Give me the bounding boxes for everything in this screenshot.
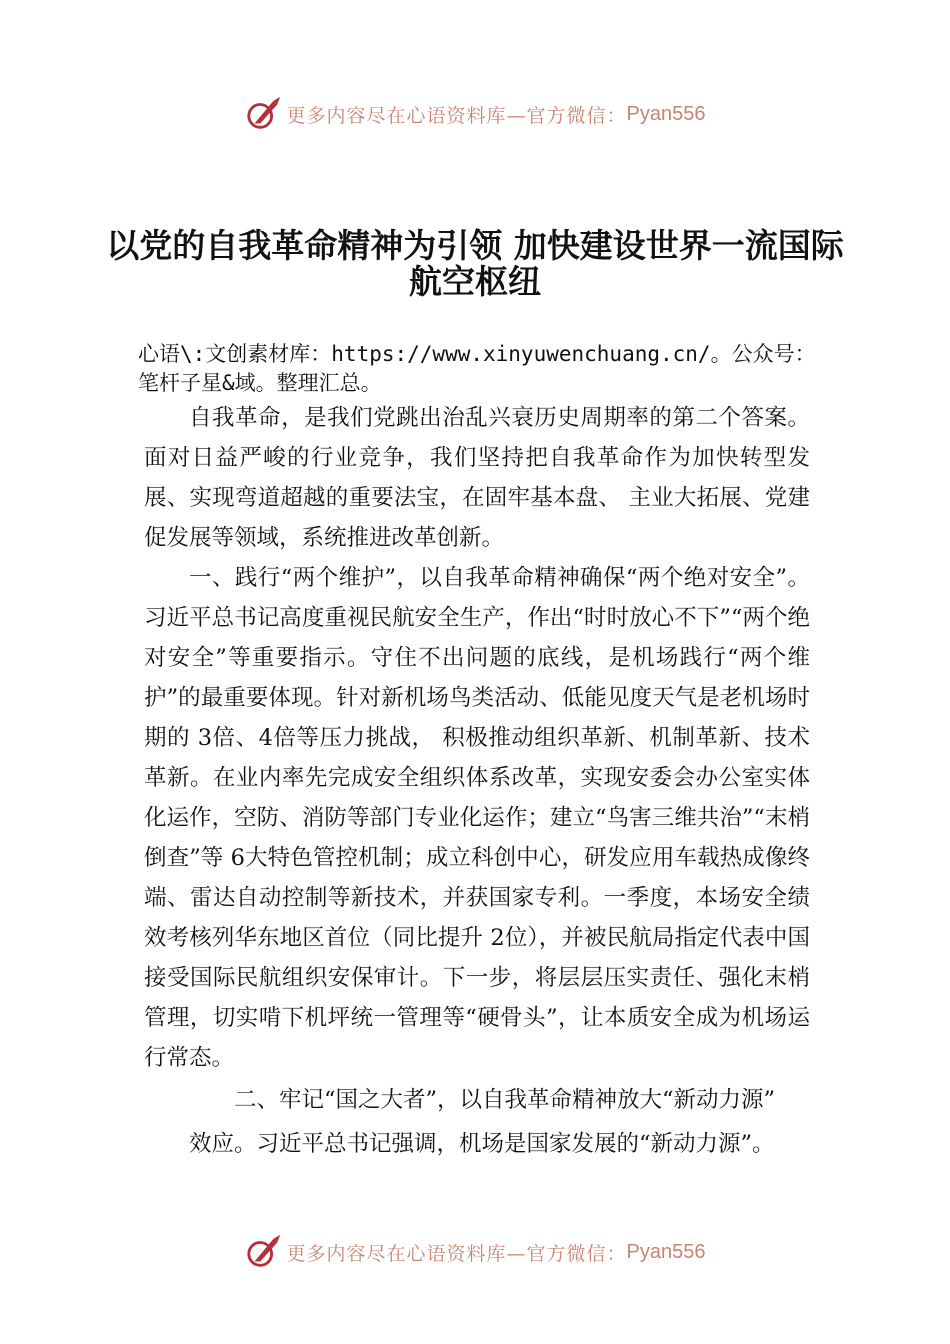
banner-wechat-id: Pyan556 <box>626 1240 706 1263</box>
quill-logo-icon <box>245 95 283 133</box>
source-line: 心语\:文创素材库：https://www.xinyuwenchuang.cn/。公众号：笔杆子星&域。整理汇总。 <box>138 342 816 395</box>
paragraph-section-2-heading: 二、牢记“国之大者”，以自我革命精神放大“新动力源” <box>234 1087 776 1113</box>
header-banner <box>0 94 950 134</box>
footer-banner <box>0 1232 950 1272</box>
document-title: 以党的自我革命精神为引领 加快建设世界一流国际航空枢纽 <box>106 226 844 301</box>
document-body <box>144 398 810 1164</box>
paragraph-section-1: 一、践行“两个维护”，以自我革命精神确保“两个绝对安全”。习近平总书记高度重视民航安全生产，作出“时时放心不下”“两个绝对安全”等重要指示。守住不出问题的底线，是机场践行“两个维护”的最重要体现。针对新机场鸟类活动、低能见度天气是老机场时期的 3倍、4倍等压力挑战， 积极推动组织革新、机制革新、技术革新。在业内率先完成安全组织体系改革，实现安委会办公室实体化运作，空防、消防等部门专业化运作；建立“鸟害三维共治”“末梢倒查”等 6大特色管控机制；成立科创中心，研发应用车载热成像终端、雷达自动控制等新技术，并获国家专利。一季度，本场安全绩效考核列华东地区首位（同比提升 2位），并被民航局指定代表中国接受国际民航组织安保审计。下一步，将层层压实责任、强化末梢管理，切实啃下机坪统一管理等“硬骨头”，让本质安全成为机场运行常态。 <box>144 565 810 1071</box>
paragraph-intro: 自我革命，是我们党跳出治乱兴衰历史周期率的第二个答案。面对日益严峻的行业竞争，我们坚持把自我革命作为加快转型发展、实现弯道超越的重要法宝，在固牢基本盘、 主业大拓展、党建促发展等领域，系统推进改革创新。 <box>144 405 810 551</box>
banner-text: 更多内容尽在心语资料库—官方微信： <box>286 104 627 127</box>
quill-logo-icon <box>245 1233 283 1271</box>
banner-text: 更多内容尽在心语资料库—官方微信： <box>286 1242 627 1265</box>
paragraph-section-2-text: 效应。习近平总书记强调，机场是国家发展的“新动力源”。 <box>189 1131 775 1157</box>
banner-wechat-id: Pyan556 <box>626 102 706 125</box>
